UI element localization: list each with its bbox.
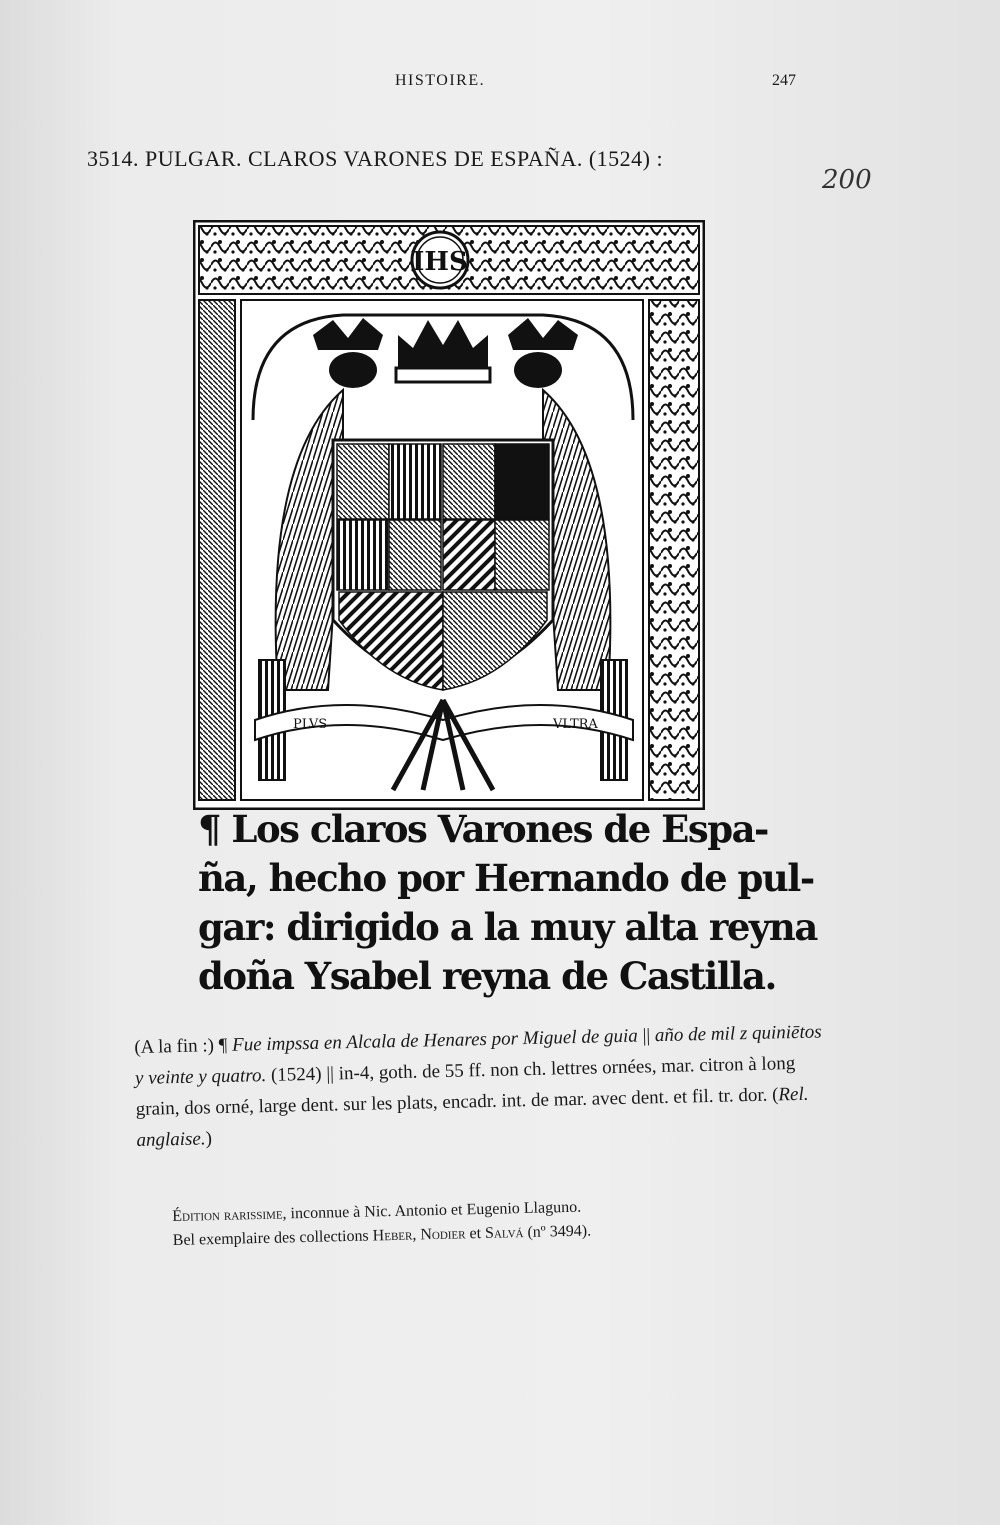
entry-heading: 3514. PULGAR. CLAROS VARONES DE ESPAÑA. (1524) :: [87, 146, 664, 171]
ihs-monogram: IHS: [412, 247, 468, 277]
collector-salva: Salvá: [484, 1224, 524, 1242]
colophon-physical-description: (1524) || in-4, goth. de 55 ff. non ch. lettres ornées, mar. citron à long grain, dos orné, large dent. sur les plats, encadr. int. de mar. avec dent. et fil. tr. dor. (: [135, 1053, 796, 1120]
running-head: HISTOIRE.: [395, 72, 486, 89]
note-line-1-text: inconnue à Nic. Antonio et Eugenio Llaguno.: [286, 1198, 582, 1223]
colophon-italic-1: Fue impssa en Alcala de Henares por Miguel de guia: [231, 1025, 639, 1056]
colophon-separator: ||: [637, 1025, 656, 1047]
motto-plus: PLVS: [293, 717, 328, 732]
coat-of-arms-woodcut: [193, 220, 705, 810]
colophon-italic-2: año de mil z quiniētos y veinte y quatro.: [134, 1021, 822, 1089]
woodcut-illustration: [193, 220, 705, 810]
handwritten-price: 200: [822, 165, 872, 195]
binding-note: Rel. anglaise.: [136, 1083, 809, 1151]
rarity-label: Édition rarissime,: [172, 1205, 287, 1225]
pilcrow-icon: ¶: [218, 1034, 228, 1057]
note-comma: ,: [412, 1226, 421, 1244]
note-line-2-end: (nº 3494).: [523, 1222, 592, 1242]
collector-nodier: Nodier: [420, 1225, 466, 1244]
gothic-title-block: [198, 805, 817, 1001]
colophon-close: ): [205, 1128, 213, 1150]
collector-heber: Heber: [372, 1226, 413, 1245]
gothic-title-line: ¶ Los claros Varones de Espa-: [198, 807, 768, 851]
colophon-description: [134, 1016, 827, 1156]
note-et: et: [465, 1224, 486, 1243]
gothic-title-line: gar: dirigido a la muy alta reyna: [198, 905, 817, 949]
gothic-title-line: doña Ysabel reyna de Castilla.: [198, 954, 776, 998]
motto-ultra: VLTRA: [553, 717, 598, 732]
note-line-2-text: Bel exemplaire des collections: [172, 1227, 373, 1249]
page-number: 247: [772, 72, 796, 89]
gothic-title-line: ña, hecho por Hernando de pul-: [198, 856, 814, 900]
colophon-prefix: (A la fin :): [134, 1035, 220, 1058]
